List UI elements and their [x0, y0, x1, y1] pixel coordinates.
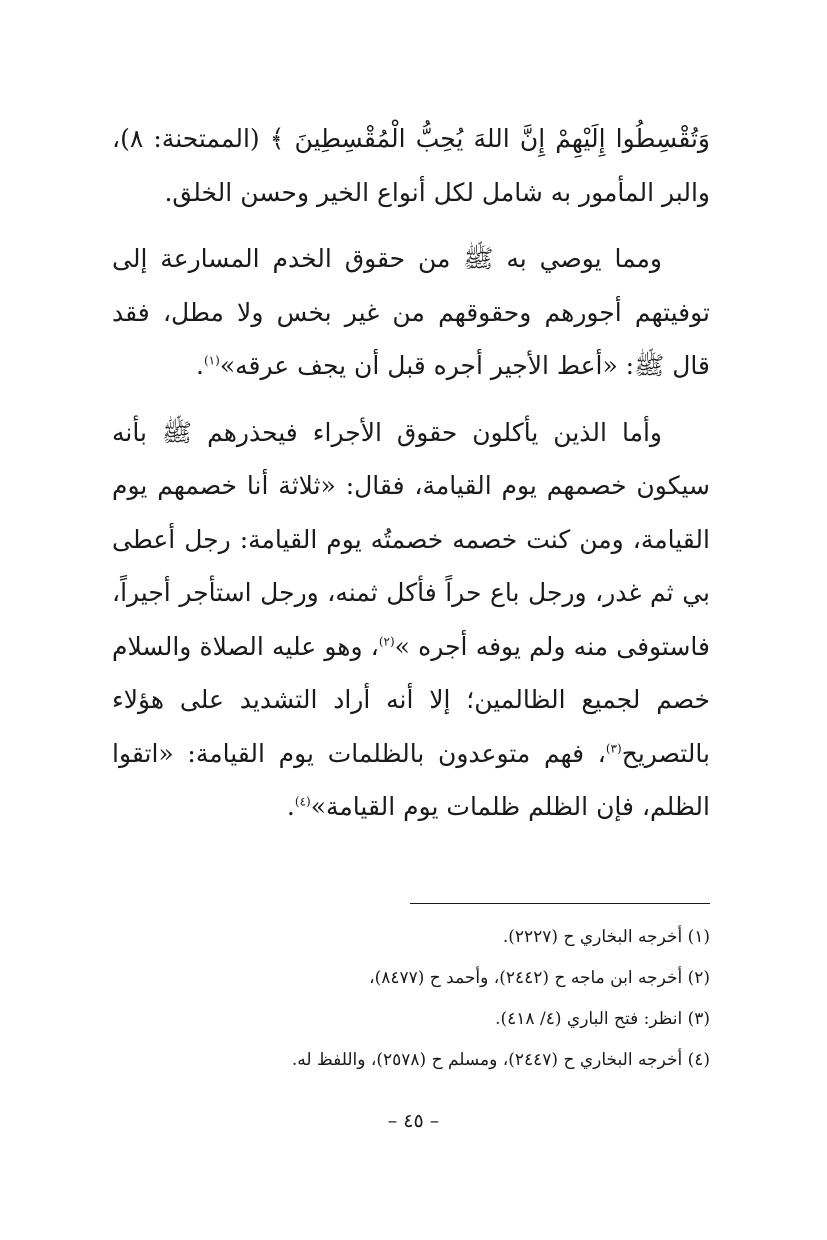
main-text [112, 112, 710, 847]
paragraph-3-end: . [286, 792, 295, 821]
paragraph-1 [112, 112, 710, 219]
footnote-2: (٢) أخرجه ابن ماجه ح (٢٤٤٢)، وأحمد ح (٨٤٧٧)، [369, 968, 710, 988]
footnote-ref-2: (٢) [378, 634, 395, 649]
paragraph-3-text-b: ، وهو عليه الصلاة والسلام خصم لجميع الظالمين؛ إلا أنه أراد التشديد على هؤلاء بالتصريح [112, 631, 710, 768]
footnote-ref-3: (٣) [605, 741, 622, 756]
paragraph-3 [112, 406, 710, 834]
footnote-4: (٤) أخرجه البخاري ح (٢٤٤٧)، ومسلم ح (٢٥٧٨)، واللفظ له. [291, 1050, 710, 1070]
page-number: – ٤٥ – [387, 1110, 440, 1132]
footnote-1: (١) أخرجه البخاري ح (٢٢٢٧). [502, 927, 710, 947]
paragraph-2 [112, 232, 710, 393]
paragraph-2-end: . [196, 351, 204, 380]
paragraph-3-text-c: ، فهم متوعدون بالظلمات يوم القيامة: «اتقوا الظلم، فإن الظلم ظلمات يوم القيامة» [112, 738, 710, 821]
footnote-separator [410, 903, 710, 904]
paragraph-1-text: وَتُقْسِطُوا إِلَيْهِمْ إِنَّ اللهَ يُحِبُّ الْمُقْسِطِينَ ﴾ (الممتحنة: ٨)، والبر المأمور به شامل لكل أنواع الخير وحسن الخلق. [112, 124, 710, 207]
footnote-ref-4: (٤) [294, 794, 311, 809]
footnote-3: (٣) انظر: فتح الباري (٤/ ٤١٨). [495, 1009, 710, 1029]
paragraph-2-text: ومما يوصي به ﷺ من حقوق الخدم المسارعة إلى توفيتهم أجورهم وحقوقهم من غير بخس ولا مطل، فقد قال ﷺ: «أعط الأجير أجره قبل أن يجف عرقه» [112, 244, 710, 380]
footnote-ref-1: (١) [203, 353, 220, 368]
footnotes [112, 917, 710, 1081]
paragraph-3-text-a: وأما الذين يأكلون حقوق الأجراء فيحذرهم ﷺ بأنه سيكون خصمهم يوم القيامة، فقال: «ثلاثة أنا خصمهم يوم القيامة، ومن كنت خصمه خصمتُه يوم القيامة: رجل أعطى بي ثم غدر، ورجل باع حراً فأكل ثمنه، ورجل استأجر أجيراً، فاستوفى منه ولم يوفه أجره » [112, 417, 710, 661]
